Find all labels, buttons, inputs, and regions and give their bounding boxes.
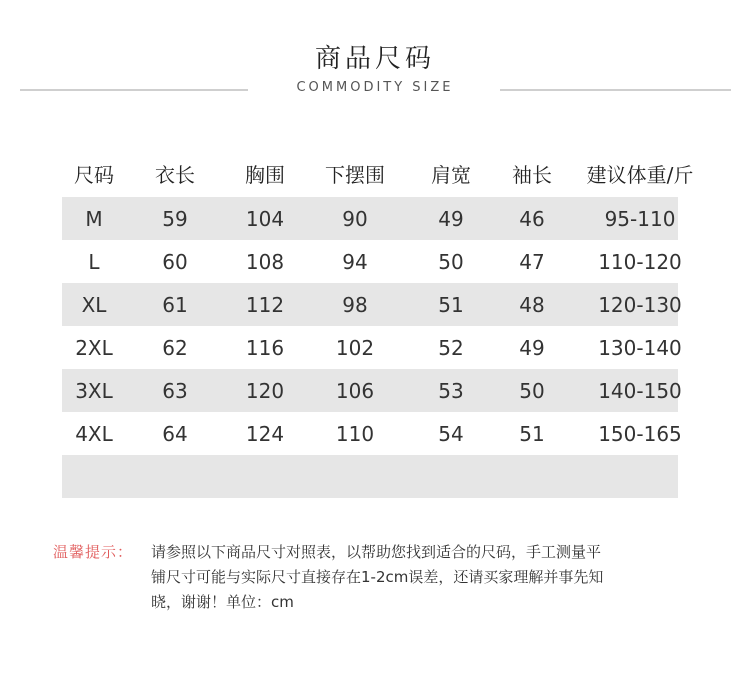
table-cell: 90 — [342, 206, 368, 231]
table-row — [62, 455, 678, 498]
table-cell: 130-140 — [598, 335, 682, 360]
table-cell — [411, 455, 491, 498]
table-cell: M — [85, 206, 103, 231]
table-cell: 61 — [162, 292, 188, 317]
table-header-row — [62, 150, 694, 197]
size-table — [62, 150, 694, 498]
table-cell: 49 — [519, 335, 545, 360]
table-cell — [492, 455, 572, 498]
table-cell: L — [88, 249, 100, 274]
column-header: 建议体重/斤 — [586, 163, 694, 187]
table-cell: 124 — [245, 421, 285, 446]
table-cell: 106 — [335, 378, 375, 403]
tips-body — [151, 540, 671, 615]
table-cell: 120 — [245, 378, 285, 403]
table-cell: 60 — [162, 249, 188, 274]
table-cell: 51 — [438, 292, 464, 317]
table-cell: 3XL — [75, 378, 113, 403]
table-cell: 48 — [519, 292, 545, 317]
tips-line: 请参照以下商品尺寸对照表，以帮助您找到适合的尺码，手工测量平 — [151, 543, 602, 561]
column-header: 下摆围 — [325, 163, 385, 187]
column-header: 肩宽 — [431, 163, 471, 187]
table-cell: 140-150 — [598, 378, 682, 403]
table-cell: 120-130 — [598, 292, 682, 317]
page-title: 商品尺码 — [314, 44, 435, 74]
table-cell — [135, 455, 215, 498]
table-cell: 59 — [162, 206, 188, 231]
table-cell: 4XL — [75, 421, 113, 446]
table-row — [62, 412, 682, 455]
table-cell: 102 — [335, 335, 375, 360]
table-row — [62, 369, 682, 412]
column-header: 袖长 — [512, 163, 552, 187]
table-cell: 46 — [519, 206, 545, 231]
page-subtitle: COMMODITY SIZE — [296, 80, 454, 95]
column-header: 尺码 — [74, 163, 114, 187]
table-cell: 94 — [342, 249, 368, 274]
divider-right — [500, 89, 731, 91]
table-cell: 52 — [438, 335, 464, 360]
table-cell — [225, 455, 305, 498]
table-cell: 112 — [245, 292, 285, 317]
table-cell: 47 — [519, 249, 545, 274]
column-header: 衣长 — [155, 163, 195, 187]
table-cell: 51 — [519, 421, 545, 446]
table-cell: 98 — [342, 292, 368, 317]
table-cell: 150-165 — [598, 421, 682, 446]
table-cell: 50 — [519, 378, 545, 403]
table-cell: 95-110 — [604, 206, 676, 231]
table-cell: 63 — [162, 378, 188, 403]
table-row — [62, 197, 678, 240]
table-cell: 54 — [438, 421, 464, 446]
table-cell: 104 — [245, 206, 285, 231]
table-cell: 2XL — [75, 335, 113, 360]
table-cell — [580, 455, 700, 498]
tips-line: 铺尺寸可能与实际尺寸直接存在1-2cm误差，还请买家理解并事先知 — [151, 568, 604, 586]
table-cell: 53 — [438, 378, 464, 403]
table-cell — [315, 455, 395, 498]
table-cell: XL — [81, 292, 107, 317]
table-cell: 116 — [245, 335, 285, 360]
table-cell — [62, 455, 126, 498]
table-row — [62, 240, 682, 283]
table-row — [62, 326, 682, 369]
table-cell: 62 — [162, 335, 188, 360]
table-cell: 64 — [162, 421, 188, 446]
table-row — [62, 283, 682, 326]
table-cell: 110-120 — [598, 249, 682, 274]
table-cell: 50 — [438, 249, 464, 274]
tips-line: 晓，谢谢！单位：cm — [151, 593, 294, 611]
table-cell: 49 — [438, 206, 464, 231]
column-header: 胸围 — [245, 163, 285, 187]
table-cell: 108 — [245, 249, 285, 274]
tips-label: 温馨提示： — [53, 543, 134, 561]
table-cell: 110 — [335, 421, 375, 446]
